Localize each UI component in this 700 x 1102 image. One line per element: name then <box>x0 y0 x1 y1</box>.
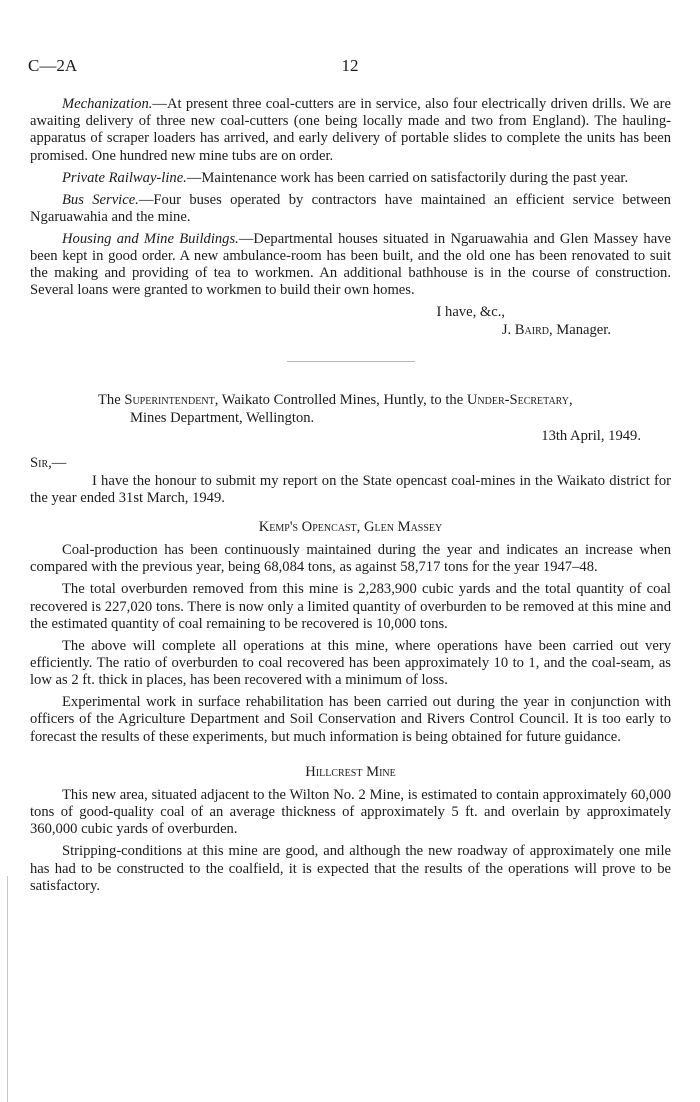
mechanization-paragraph <box>30 96 671 165</box>
hillcrest-heading: Hillcrest Mine <box>305 763 396 780</box>
address-article: The <box>98 391 125 408</box>
signature-closing: I have, &c., <box>436 304 505 321</box>
letter-address-line1 <box>30 392 671 409</box>
section-title: Housing and Mine Buildings. <box>62 230 239 247</box>
page-number: 12 <box>341 56 359 75</box>
section-text: —Maintenance work has been carried on satisfactorily during the past year. <box>186 169 629 186</box>
signatory-title: , Manager. <box>548 321 611 338</box>
kemps-paragraph: Experimental work in surface rehabilitation has been carried out during the year in conjunction with officers of the Agriculture Department and Soil Conservation and Rivers Control Council. It is too early to forecast the results of these experiments, but much information is being obtained for future guidance. <box>30 694 671 745</box>
hillcrest-paragraph: This new area, situated adjacent to the Wilton No. 2 Mine, is estimated to contain approximately 60,000 tons of good-quality coal of an average thickness of approximately 5 ft. and overlain by approximately 360,000 cubic yards of overburden. <box>30 787 671 838</box>
kemps-paragraph: The above will complete all operations at this mine, where operations have been carried out very efficiently. The ratio of overburden to coal recovered has been approximately 10 to 1, and the coal-seam, as low as 2 ft. thick in places, has been recovered with a minimum of loss. <box>30 637 671 689</box>
letter-sender-place: , Waikato Controlled Mines, Huntly, to the <box>214 391 467 408</box>
kemps-heading: Kemp's Opencast, Glen Massey <box>258 519 443 536</box>
letter-salutation: Sir,— <box>30 455 67 472</box>
letter-date: 13th April, 1949. <box>541 428 641 445</box>
signature-name-line <box>30 322 671 339</box>
letter-recipient-punct: , <box>569 391 573 408</box>
section-divider <box>287 361 415 362</box>
scan-margin-line <box>7 876 8 1102</box>
hillcrest-paragraph: Stripping-conditions at this mine are good, and although the new roadway of approximately one mile has had to be constructed to the coalfield, it is expected that the results of the operations will prove to be satisfactory. <box>30 843 671 894</box>
housing-paragraph <box>30 231 671 300</box>
signatory-name: J. Baird <box>501 321 549 338</box>
document-reference: C—2A <box>28 56 78 75</box>
section-title: Mechanization. <box>62 96 153 112</box>
letter-sender: Superintendent <box>124 391 215 408</box>
letter-intro: I have the honour to submit my report on the State opencast coal-mines in the Waikato district for the year ended 31st March, 1949. <box>30 472 671 506</box>
document-body <box>30 96 671 900</box>
section-text: —At present three coal-cutters are in service, also four electrically driven drills. We are awaiting delivery of three new coal-cutters (one being locally made and two from England). The hauling-apparatus of scraper loaders has arrived, and early delivery of portable slides to complete the units has been promised. One hundred new mine tubs are on order. <box>30 96 671 164</box>
page-header <box>28 56 672 80</box>
kemps-paragraph: Coal-production has been continuously maintained during the year and indicates an increase when compared with the previous year, being 68,084 tons, as against 58,717 tons for the year 1947–48. <box>30 542 671 576</box>
section-text: —Departmental houses situated in Ngaruawahia and Glen Massey have been kept in good order. A new ambulance-room has been built, and the old one has been renovated to suit the making and providing of tea to workmen. An additional bathhouse is in the course of construction. Several loans were granted to workmen to build their own homes. <box>30 230 671 299</box>
railway-paragraph <box>30 170 671 187</box>
kemps-paragraph: The total overburden removed from this mine is 2,283,900 cubic yards and the total quantity of coal recovered is 227,020 tons. There is now only a limited quantity of overburden to be removed at this mine and the estimated quantity of coal remaining to be recovered is 10,000 tons. <box>30 581 671 632</box>
letter-address-line2: Mines Department, Wellington. <box>130 410 315 427</box>
section-title: Bus Service. <box>62 191 139 208</box>
letter-recipient: Under-Secretary <box>466 391 570 408</box>
bus-paragraph <box>30 192 671 226</box>
section-text: —Four buses operated by contractors have maintained an efficient service between Ngaruawahia and the mine. <box>30 191 671 225</box>
section-title: Private Railway-line. <box>62 169 187 186</box>
